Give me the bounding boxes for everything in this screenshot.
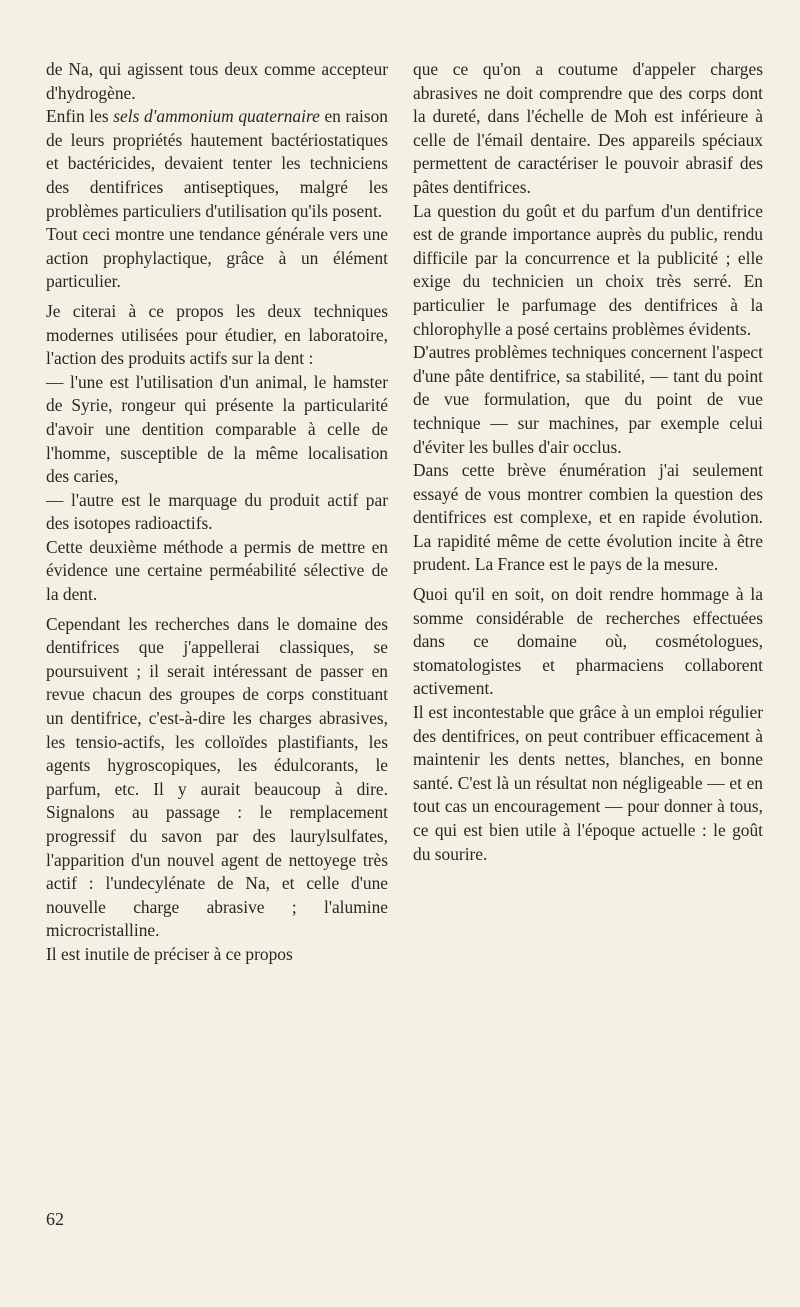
italic-term: sels d'ammonium quaternaire (113, 106, 320, 127)
paragraph: Il est incontestable que grâce à un emploi régulier des dentifrices, on peut contribuer efficacement à maintenir les dents nettes, blanches, en bonne santé. C'est là un résultat non négligeable — et en tout cas un encouragement — pour donner à tous, ce qui est bien utile à l'époque actuelle : le goût du sourire. (413, 702, 763, 864)
paragraph (46, 105, 388, 223)
paragraph: que ce qu'on a coutume d'appeler charges abrasives ne doit comprendre que des corps dont la dureté, dans l'échelle de Moh est inférieure à celle de l'émail dentaire. Des appareils spéciaux permettent de caractériser le pouvoir abrasif des pâtes dentifrices. (413, 59, 763, 197)
page-number: 62 (46, 1209, 64, 1229)
paragraph: Il est inutile de préciser à ce propos (46, 943, 293, 964)
list-item: — l'autre est le marquage du produit actif par des isotopes radioactifs. (46, 489, 388, 534)
paragraph: Tout ceci montre une tendance générale vers une action prophylactique, grâce à un élément particulier. (46, 224, 388, 292)
paragraph: Cette deuxième méthode a permis de mettre en évidence une certaine perméabilité sélective de la dent. (46, 536, 388, 605)
paragraph-text: en raison de leurs propriétés hautement bactériostatiques et bactéricides, devaient tenter les techniciens des dentifrices antiseptiques, malgré les problèmes particuliers d'utilisation qu'ils posent. (46, 106, 388, 221)
paragraph: Je citerai à ce propos les deux techniques modernes utilisées pour étudier, en laboratoire, l'action des produits actifs sur la dent : (46, 300, 388, 369)
paragraph: Quoi qu'il en soit, on doit rendre hommage à la somme considérable de recherches effectuées dans ce domaine où, cosmétologues, stomatologistes et pharmaciens collaborent activement. (413, 584, 763, 699)
paragraph: Cependant les recherches dans le domaine des dentifrices que j'appellerai classiques, se poursuivent ; il serait intéressant de passer en revue chacun des groupes de corps constituant un dentifrice, c'est-à-dire les charges abrasives, les tensio-actifs, les colloïdes plastifiants, les agents hygroscopiques, les édulcorants, le parfum, etc. Il y aurait beaucoup à dire. Signalons au passage : le remplacement progressif du savon par des laurylsulfates, l'apparition d'un nouvel agent de nettoyege très actif : l'undecylénate de Na, et celle d'une nouvelle charge abrasive ; l'alumine microcristalline. (46, 613, 388, 941)
paragraph: La question du goût et du parfum d'un dentifrice est de grande importance auprès du public, rendu difficile par la concurrence et la publicité ; elle exige du technicien un choix très serré. En particulier le parfumage des dentifrices à la chlorophylle a posé certains problèmes évidents. (413, 200, 763, 339)
list-item: — l'une est l'utilisation d'un animal, le hamster de Syrie, rongeur qui présente la particularité d'avoir une dentition comparable à celle de l'homme, susceptible de la même localisation des caries, (46, 371, 388, 487)
paragraph: de Na, qui agissent tous deux comme accepteur d'hydrogène. (46, 59, 388, 103)
right-column (413, 58, 763, 866)
paragraph: D'autres problèmes techniques concernent l'aspect d'une pâte dentifrice, sa stabilité, — tant du point de vue formulation, que du point de vue technique — sur machines, par exemple celui d'éviter les bulles d'air occlus. (413, 342, 763, 457)
paragraph: Dans cette brève énumération j'ai seulement essayé de vous montrer combien la question des dentifrices est complexe, et en rapide évolution. La rapidité même de cette évolution incite à être prudent. La France est le pays de la mesure. (413, 460, 763, 575)
left-column (46, 58, 388, 967)
paragraph-text: Enfin les (46, 106, 114, 127)
